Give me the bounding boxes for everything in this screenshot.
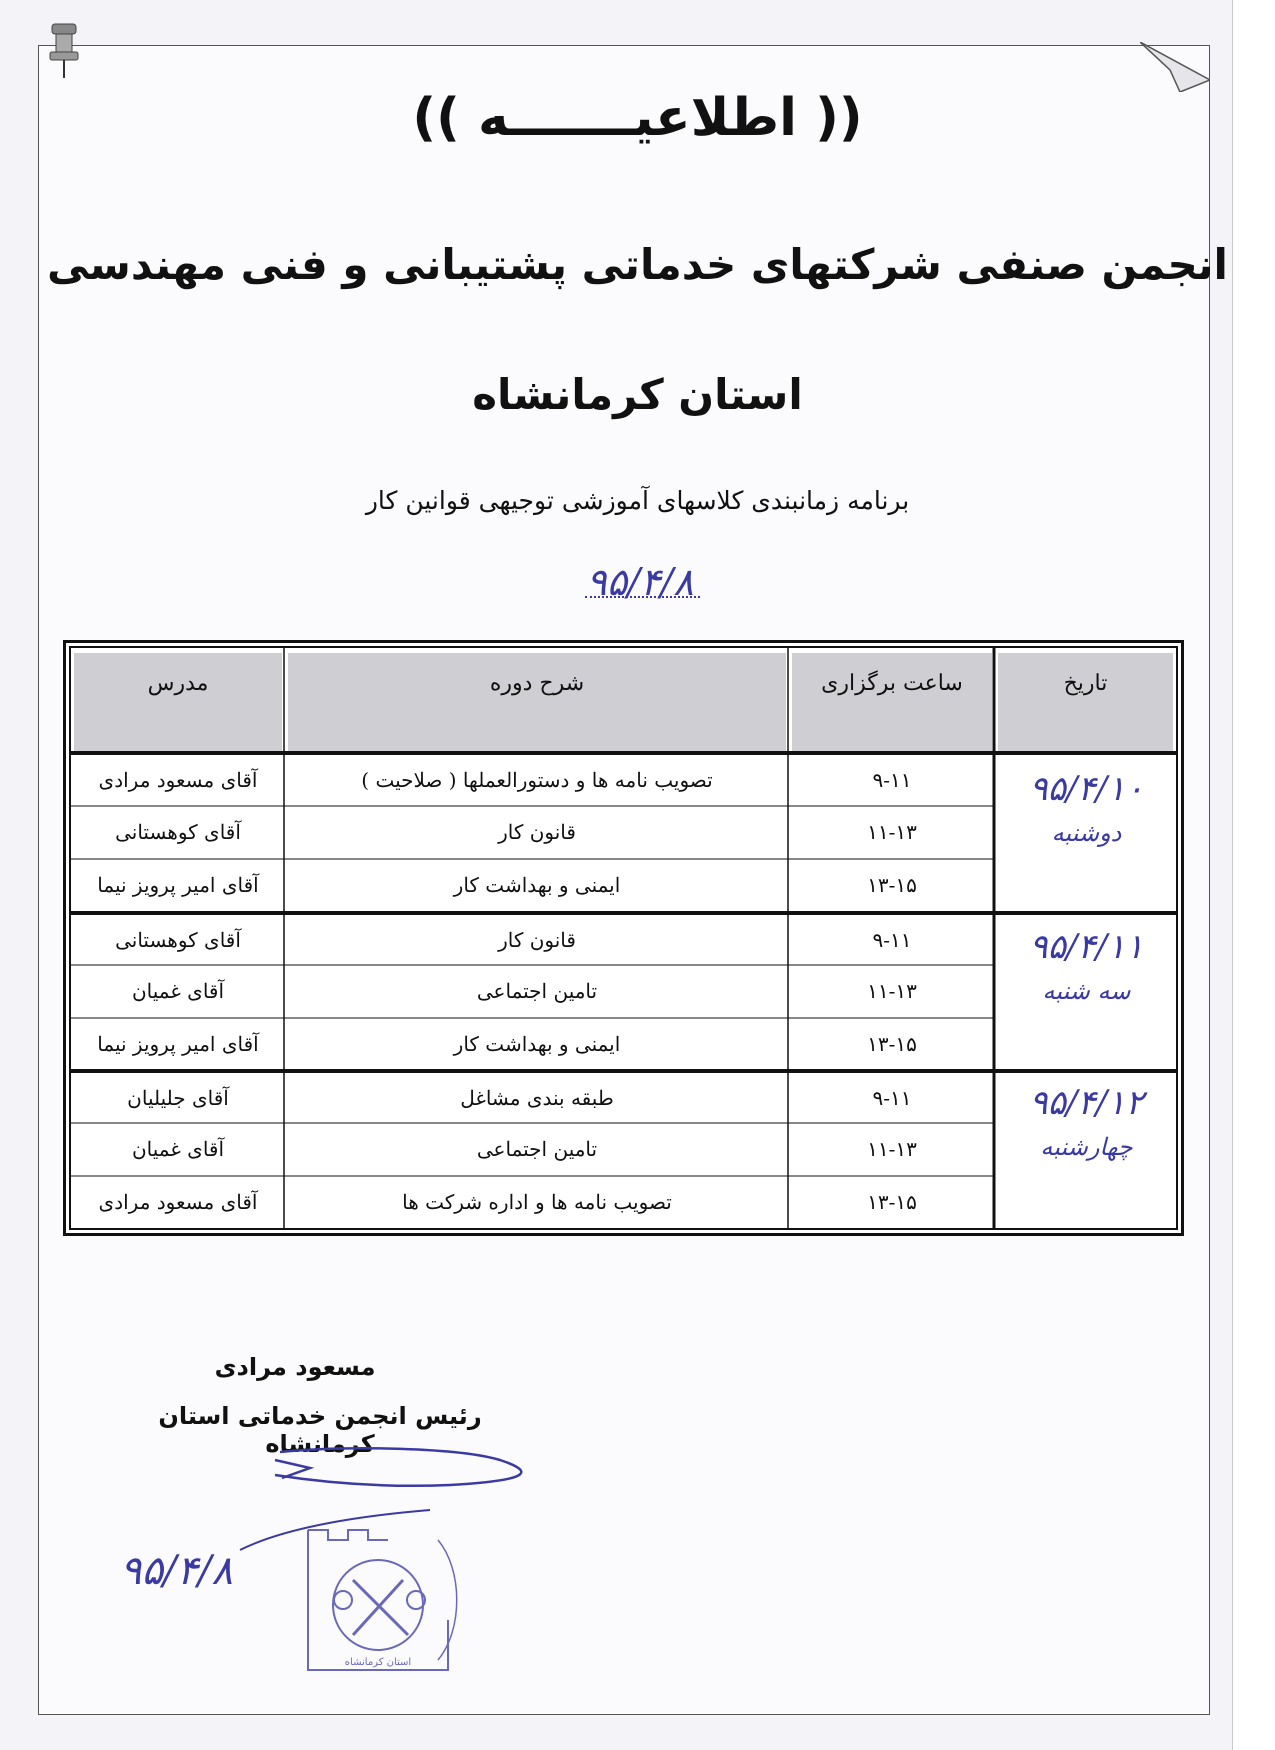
- organization-name: انجمن صنفی شرکتهای خدماتی پشتیبانی و فنی مهندسی: [47, 240, 1228, 289]
- instructor-cell: آقای مسعود مرادی: [98, 768, 258, 792]
- description-cell: قانون کار: [498, 820, 576, 844]
- instructor-cell: آقای مسعود مرادی: [98, 1190, 258, 1214]
- header-date: تاریخ: [998, 653, 1173, 751]
- header-instructor: مدرس: [74, 653, 282, 751]
- description-cell: ایمنی و بهداشت کار: [453, 873, 621, 897]
- instructor-cell: آقای کوهستانی: [115, 820, 241, 844]
- description-cell: قانون کار: [498, 928, 576, 952]
- folded-corner: [1140, 42, 1210, 92]
- description-cell: تامین اجتماعی: [476, 1137, 598, 1161]
- time-cell: ۹-۱۱: [872, 768, 912, 792]
- description-cell: تصویب نامه ها و اداره شرکت ها: [402, 1190, 672, 1214]
- handwritten-signature-date: ۹۵/۴/۸: [120, 1548, 233, 1594]
- time-cell: ۱۳-۱۵: [867, 1032, 917, 1056]
- time-cell: ۱۳-۱۵: [867, 1190, 917, 1214]
- date-cell: ۹۵/۴/۱۱ سه شنبه: [1029, 927, 1144, 1005]
- instructor-cell: آقای امیر پرویز نیما: [97, 1032, 259, 1056]
- time-cell: ۱۳-۱۵: [867, 873, 917, 897]
- svg-text:استان کرمانشاه: استان کرمانشاه: [344, 1657, 412, 1668]
- organization-province: استان کرمانشاه: [472, 370, 803, 419]
- date-underline: [585, 596, 700, 598]
- header-time: ساعت برگزاری: [792, 653, 992, 751]
- pushpin-icon: [44, 20, 84, 80]
- time-cell: ۹-۱۱: [872, 1086, 912, 1110]
- description-cell: تصویب نامه ها و دستورالعملها ( صلاحیت ): [361, 768, 713, 792]
- header-description: شرح دوره: [288, 653, 786, 751]
- date-cell: ۹۵/۴/۱۲ چهارشنبه: [1029, 1083, 1144, 1161]
- instructor-cell: آقای کوهستانی: [115, 928, 241, 952]
- date-cell: ۹۵/۴/۱۰ دوشنبه: [1029, 769, 1144, 847]
- signatory-title: رئیس انجمن خدماتی استان کرمانشاه: [158, 1402, 482, 1458]
- instructor-cell: آقای امیر پرویز نیما: [97, 873, 259, 897]
- instructor-cell: آقای غمیان: [131, 979, 225, 1003]
- schedule-table: [63, 640, 1184, 1236]
- time-cell: ۱۱-۱۳: [867, 979, 917, 1003]
- instructor-cell: آقای غمیان: [131, 1137, 225, 1161]
- description-cell: تامین اجتماعی: [476, 979, 598, 1003]
- instructor-cell: آقای جلیلیان: [127, 1086, 229, 1110]
- signatory-name: مسعود مرادی: [214, 1353, 376, 1381]
- schedule-subtitle: برنامه زمانبندی کلاسهای آموزشی توجیهی قوانین کار: [365, 486, 910, 515]
- description-cell: طبقه بندی مشاغل: [460, 1086, 614, 1110]
- notice-headline: (( اطلاعیـــــــه )): [412, 88, 863, 148]
- time-cell: ۱۱-۱۳: [867, 1137, 917, 1161]
- description-cell: ایمنی و بهداشت کار: [453, 1032, 621, 1056]
- time-cell: ۱۱-۱۳: [867, 820, 917, 844]
- handwritten-issue-date: ۹۵/۴/۸: [586, 560, 694, 604]
- organization-stamp: [298, 1520, 473, 1680]
- time-cell: ۹-۱۱: [872, 928, 912, 952]
